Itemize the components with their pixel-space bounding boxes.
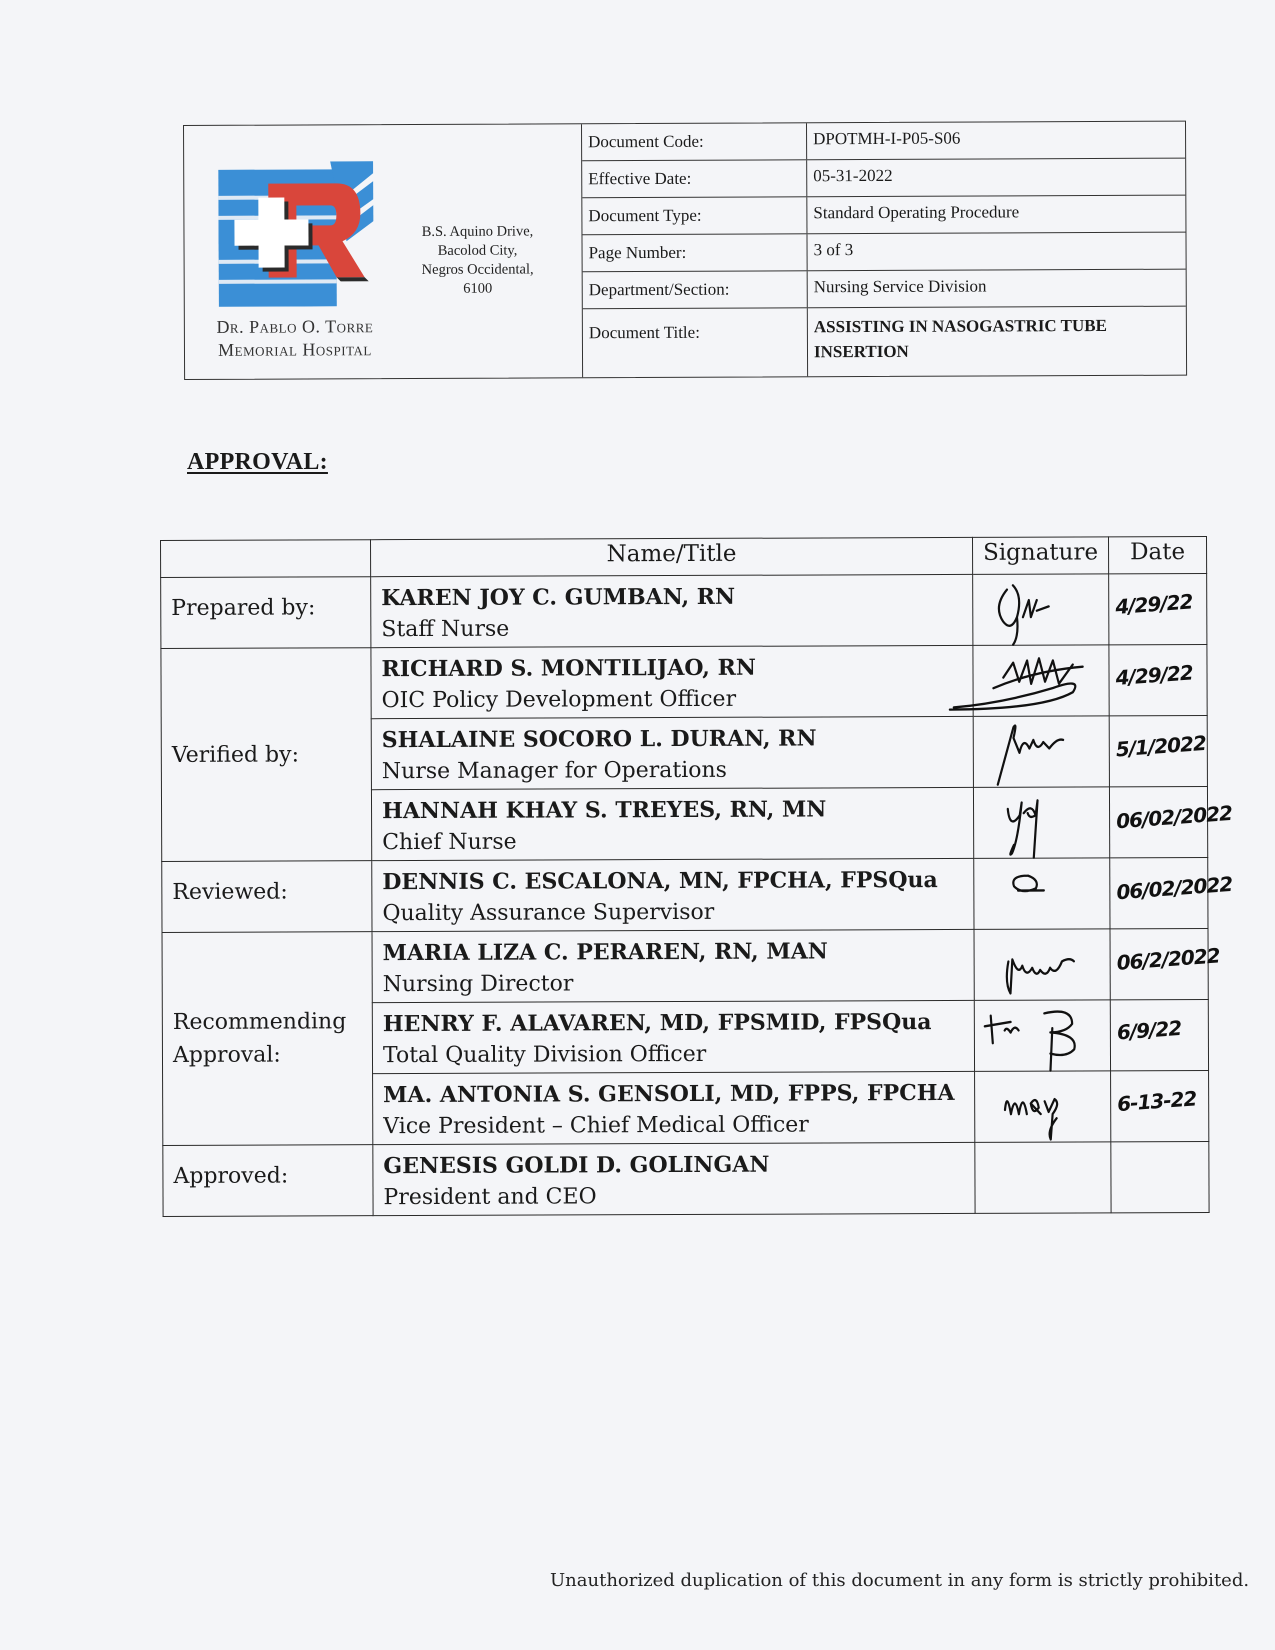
date-cell bbox=[1111, 1070, 1209, 1141]
date-cell bbox=[1109, 573, 1207, 644]
address-line: B.S. Aquino Drive, bbox=[421, 223, 534, 240]
person-cell bbox=[372, 929, 974, 1002]
approval-table-wrap bbox=[160, 536, 1234, 1217]
signature-header: Signature bbox=[972, 537, 1108, 575]
person-cell bbox=[371, 574, 973, 647]
person-name: HANNAH KHAY S. TREYES, RN, MN bbox=[381, 796, 827, 825]
handwritten-signature bbox=[975, 929, 1110, 1000]
person-title: Total Quality Division Officer bbox=[382, 1041, 707, 1069]
person-title: Vice President – Chief Medical Officer bbox=[383, 1112, 809, 1140]
hospital-name bbox=[195, 315, 395, 362]
page-number-value: 3 of 3 bbox=[813, 240, 854, 260]
signature-cell bbox=[973, 787, 1109, 859]
person-cell bbox=[373, 1071, 975, 1144]
hospital-logo-icon bbox=[218, 161, 374, 307]
date-cell bbox=[1109, 715, 1207, 786]
person-title: Chief Nurse bbox=[382, 829, 517, 856]
handwritten-signature bbox=[973, 645, 1108, 716]
hospital-name-line1: Dr. Pablo O. Torre bbox=[216, 316, 374, 337]
hospital-address bbox=[406, 222, 548, 299]
signature-cell bbox=[974, 858, 1110, 930]
role-prepared: Prepared by: bbox=[161, 577, 371, 649]
signature-cell bbox=[973, 645, 1109, 717]
signed-date: 4/29/22 bbox=[1114, 589, 1194, 619]
handwritten-signature bbox=[974, 716, 1109, 787]
signed-date: 6/9/22 bbox=[1116, 1015, 1182, 1045]
role-verified: Verified by: bbox=[161, 648, 372, 862]
effective-date-value: 05-31-2022 bbox=[813, 165, 893, 186]
footer-notice: Unauthorized duplication of this document in any form is strictly prohibited. bbox=[550, 1570, 1250, 1591]
person-title: OIC Policy Development Officer bbox=[381, 686, 737, 714]
table-row bbox=[161, 644, 1207, 719]
page-number-row bbox=[582, 233, 1185, 273]
role-approved: Approved: bbox=[163, 1145, 373, 1217]
department-label: Department/Section: bbox=[583, 271, 808, 308]
handwritten-signature bbox=[975, 1071, 1110, 1142]
document-info-grid bbox=[582, 122, 1186, 378]
signed-date: 06/02/2022 bbox=[1115, 800, 1233, 834]
person-title: President and CEO bbox=[383, 1184, 597, 1211]
person-title: Staff Nurse bbox=[381, 616, 510, 643]
person-name: HENRY F. ALAVAREN, MD, FPSMID, FPSQua bbox=[382, 1009, 932, 1038]
role-header bbox=[161, 540, 371, 578]
person-title: Nurse Manager for Operations bbox=[381, 757, 727, 785]
date-cell bbox=[1110, 857, 1234, 928]
signed-date: 06/2/2022 bbox=[1115, 943, 1221, 975]
date-cell bbox=[1110, 999, 1208, 1070]
approval-heading: APPROVAL: bbox=[187, 449, 328, 475]
page-number-label: Page Number: bbox=[582, 234, 807, 271]
address-line: Negros Occidental, bbox=[421, 261, 534, 278]
date-cell bbox=[1109, 644, 1207, 715]
doc-code-row bbox=[582, 122, 1185, 162]
person-cell bbox=[372, 858, 974, 931]
date-cell bbox=[1111, 1141, 1209, 1212]
handwritten-signature bbox=[974, 858, 1109, 929]
person-cell bbox=[372, 1000, 974, 1073]
role-reviewed: Reviewed: bbox=[162, 861, 372, 933]
person-name: SHALAINE SOCORO L. DURAN, RN bbox=[381, 725, 817, 754]
role-recommending: Recommending Approval: bbox=[162, 932, 373, 1146]
handwritten-signature bbox=[974, 787, 1109, 858]
doc-title-value: ASSISTING IN NASOGASTRIC TUBE INSERTION bbox=[813, 315, 1107, 362]
person-cell bbox=[371, 645, 973, 718]
person-cell bbox=[371, 787, 973, 860]
signature-cell bbox=[974, 1000, 1110, 1072]
doc-title-label: Document Title: bbox=[583, 308, 808, 377]
handwritten-signature bbox=[975, 1000, 1110, 1071]
document-header bbox=[183, 121, 1187, 380]
address-line: 6100 bbox=[463, 280, 493, 297]
person-cell bbox=[373, 1142, 975, 1215]
department-row bbox=[583, 270, 1186, 310]
person-name: GENESIS GOLDI D. GOLINGAN bbox=[383, 1151, 770, 1180]
signature-cell bbox=[975, 1142, 1111, 1214]
effective-date-label: Effective Date: bbox=[582, 160, 807, 197]
approval-table bbox=[160, 536, 1234, 1217]
hospital-block bbox=[184, 124, 583, 379]
table-row bbox=[161, 573, 1207, 648]
hospital-name-line2: Memorial Hospital bbox=[218, 339, 372, 360]
doc-title-row bbox=[583, 307, 1186, 378]
person-name: RICHARD S. MONTILIJAO, RN bbox=[381, 654, 757, 683]
name-title-header: Name/Title bbox=[371, 537, 973, 576]
doc-type-row bbox=[582, 196, 1185, 236]
signed-date: 6-13-22 bbox=[1116, 1086, 1198, 1117]
person-name: DENNIS C. ESCALONA, MN, FPCHA, FPSQua bbox=[382, 867, 938, 896]
date-header: Date bbox=[1108, 536, 1206, 573]
effective-date-row bbox=[582, 159, 1185, 199]
signature-cell bbox=[975, 1071, 1111, 1143]
date-cell bbox=[1109, 786, 1233, 857]
address-line: Bacolod City, bbox=[437, 242, 518, 259]
signed-date: 5/1/2022 bbox=[1115, 730, 1207, 762]
doc-code-value: DPOTMH-I-P05-S06 bbox=[813, 128, 961, 149]
table-row bbox=[162, 857, 1208, 932]
table-header-row bbox=[161, 536, 1207, 577]
person-name: MA. ANTONIA S. GENSOLI, MD, FPPS, FPCHA bbox=[383, 1079, 955, 1109]
person-cell bbox=[371, 716, 973, 789]
person-title: Quality Assurance Supervisor bbox=[382, 899, 715, 927]
signature-cell bbox=[973, 716, 1109, 788]
doc-type-label: Document Type: bbox=[582, 197, 807, 234]
person-name: KAREN JOY C. GUMBAN, RN bbox=[381, 583, 736, 612]
person-name: MARIA LIZA C. PERAREN, RN, MAN bbox=[382, 938, 828, 967]
doc-code-label: Document Code: bbox=[582, 123, 807, 160]
signature-cell bbox=[973, 574, 1109, 646]
signature-cell bbox=[974, 929, 1110, 1001]
table-row bbox=[163, 1141, 1209, 1216]
person-title: Nursing Director bbox=[382, 971, 574, 998]
signed-date: 4/29/22 bbox=[1114, 660, 1194, 690]
department-value: Nursing Service Division bbox=[813, 276, 987, 297]
handwritten-signature bbox=[973, 574, 1108, 645]
signed-date: 06/02/2022 bbox=[1115, 871, 1234, 905]
date-cell bbox=[1110, 928, 1221, 999]
doc-type-value: Standard Operating Procedure bbox=[813, 202, 1020, 223]
table-row bbox=[162, 928, 1208, 1003]
